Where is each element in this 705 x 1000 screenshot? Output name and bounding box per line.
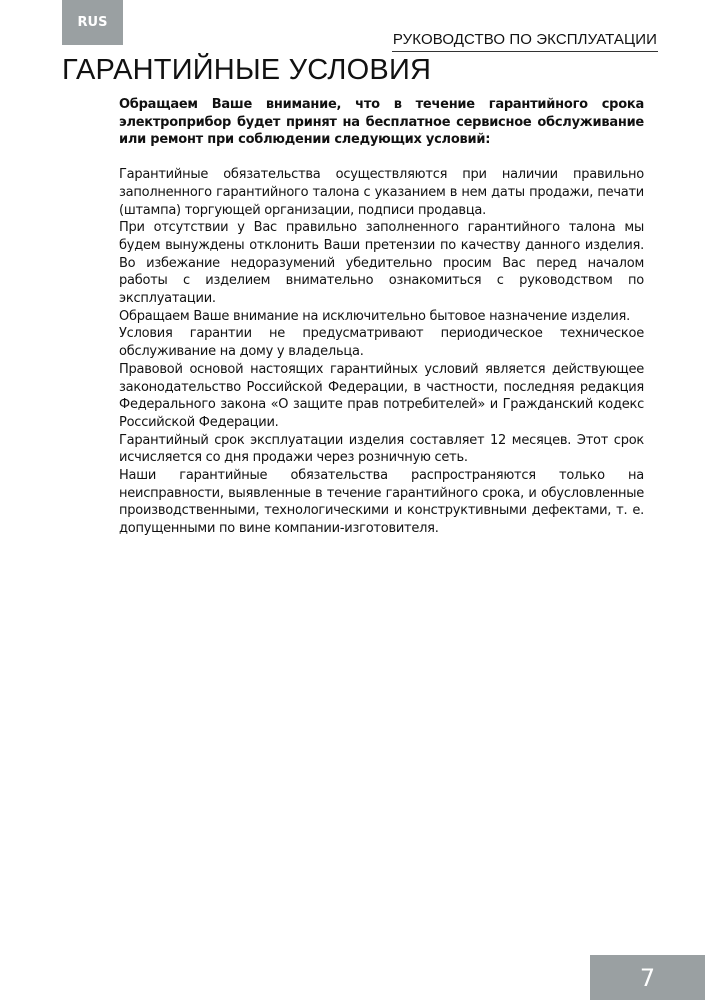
paragraph-warranty-period: Гарантийный срок эксплуатации изделия составляет 12 месяцев. Этот срок исчисляется со дня продажи через розничную сеть. [119, 432, 644, 466]
intro-paragraph: Обращаем Ваше внимание, что в течение гарантийного срока электроприбор будет принят на бесплатное сервисное обслуживание или ремонт при соблюдении следующих условий: [119, 97, 644, 148]
manual-header-title: РУКОВОДСТВО ПО ЭКСПЛУАТАЦИИ [392, 31, 657, 48]
language-tab: RUS [62, 0, 123, 45]
paragraph-missing-card: При отсутствии у Вас правильно заполненного гарантийного талона мы будем вынуждены отклонить Ваши претензии по качеству данного изделия. Во избежание недоразумений убедительно просим Вас перед началом работы с изделием внимательно ознакомиться с руководством по эксплуатации. [119, 220, 644, 307]
paragraph-legal-basis: Правовой основой настоящих гарантийных условий является действующее законодательство Российской Федерации, в частности, последняя редакция Федерального закона «О защите прав потребителей» и Гражданский кодекс Российской Федерации. [119, 361, 644, 430]
warranty-content [119, 96, 644, 538]
paragraph-maintenance: Условия гарантии не предусматривают периодическое техническое обслуживание на дому у владельца. [119, 326, 644, 360]
page-number: 7 [590, 955, 705, 1000]
header-divider [392, 51, 658, 52]
paragraph-coverage: Наши гарантийные обязательства распространяются только на неисправности, выявленные в течение гарантийного срока, и обусловленные производственными, технологическими и конструктивными дефектами, т. е. допущенными по вине компании-изготовителя. [119, 468, 644, 537]
paragraph-warranty-card: Гарантийные обязательства осуществляются при наличии правильно заполненного гарантийного талона с указанием в нем даты продажи, печати (штампа) торгующей организации, подписи продавца. [119, 167, 644, 218]
page-title: ГАРАНТИЙНЫЕ УСЛОВИЯ [62, 54, 432, 86]
paragraph-household-use: Обращаем Ваше внимание на исключительно бытовое назначение изделия. [119, 308, 631, 324]
